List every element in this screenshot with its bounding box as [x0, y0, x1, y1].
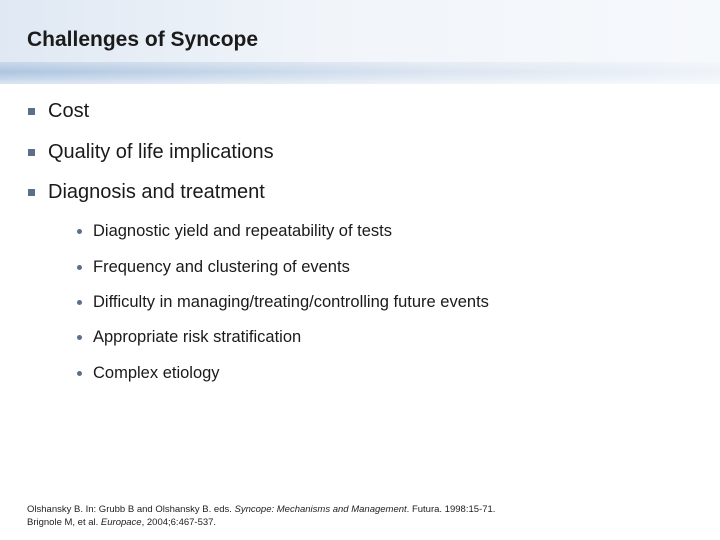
reference-2-authors: Brignole M, et al. — [27, 517, 101, 528]
slide-title: Challenges of Syncope — [27, 28, 259, 51]
square-bullet-icon — [28, 189, 35, 196]
sub-bullet-text: Frequency and clustering of events — [93, 257, 350, 276]
sub-bullet-text: Difficulty in managing/treating/controlling future events — [93, 292, 489, 311]
reference-1 — [27, 503, 495, 516]
bullet-item — [28, 139, 274, 165]
round-bullet-icon — [77, 300, 82, 305]
sub-bullet-text: Appropriate risk stratification — [93, 327, 302, 346]
sub-bullet-item — [77, 291, 489, 313]
bullet-text: Quality of life implications — [48, 140, 274, 163]
reference-1-title: Syncope: Mechanisms and Management — [234, 504, 407, 515]
round-bullet-icon — [77, 335, 82, 340]
sub-bullet-item — [77, 326, 301, 348]
reference-1-authors: Olshansky B. In: Grubb B and Olshansky B. eds. — [27, 504, 235, 515]
square-bullet-icon — [28, 108, 35, 115]
round-bullet-icon — [77, 265, 82, 270]
bullet-text: Cost — [48, 99, 90, 122]
square-bullet-icon — [28, 149, 35, 156]
sub-bullet-item — [77, 220, 392, 242]
bullet-text: Diagnosis and treatment — [48, 180, 265, 203]
bullet-item — [28, 98, 89, 124]
sub-bullet-text: Complex etiology — [93, 363, 220, 382]
bullet-item — [28, 179, 265, 205]
reference-2 — [27, 516, 495, 529]
reference-1-source: . Futura. 1998:15-71. — [406, 504, 496, 515]
sub-bullet-item — [77, 256, 350, 278]
reference-2-source: , 2004;6:467-537. — [141, 517, 217, 528]
reference-2-journal: Europace — [100, 517, 142, 528]
round-bullet-icon — [77, 371, 82, 376]
sub-bullet-text: Diagnostic yield and repeatability of tests — [93, 221, 392, 240]
sub-bullet-item — [77, 362, 220, 384]
round-bullet-icon — [77, 229, 82, 234]
references — [27, 503, 495, 529]
